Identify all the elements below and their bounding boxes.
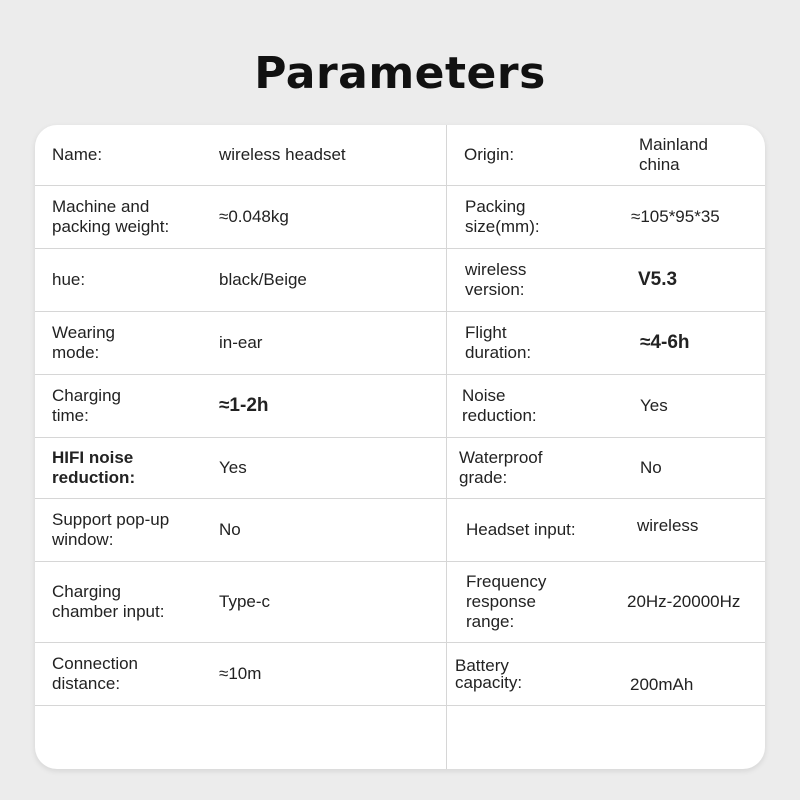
param-value-charging-chamber: Type-c <box>219 592 271 611</box>
param-label-hue: hue: <box>52 270 86 289</box>
param-value-origin: Mainland china <box>639 135 708 174</box>
param-value-packing-size: ≈105*95*35 <box>631 207 720 226</box>
param-value-battery-capacity: 200mAh <box>630 675 694 694</box>
param-value-headset-input: wireless <box>637 516 699 535</box>
param-label-weight: Machine and packing weight: <box>52 197 170 236</box>
param-label-origin: Origin: <box>464 145 515 164</box>
param-label-name: Name: <box>52 145 103 164</box>
table-row <box>35 186 765 249</box>
param-value-hifi-noise: Yes <box>219 458 247 477</box>
param-label-waterproof: Waterproof grade: <box>459 448 543 487</box>
parameters-table <box>35 125 765 769</box>
table-row <box>35 312 765 375</box>
param-value-popup-window: No <box>219 520 241 539</box>
table-row <box>35 375 765 438</box>
param-label-frequency: Frequency response range: <box>466 572 547 631</box>
table-row <box>35 562 765 643</box>
param-value-wireless-version: V5.3 <box>638 269 678 290</box>
param-value-flight-duration: ≈4-6h <box>640 332 690 353</box>
param-label-connection-distance: Connection distance: <box>52 654 139 693</box>
param-label-popup-window: Support pop-up window: <box>52 510 170 549</box>
table-row <box>35 643 765 706</box>
param-label-noise-reduction: Noise reduction: <box>462 386 537 425</box>
table-row <box>35 249 765 312</box>
param-label-packing-size: Packing size(mm): <box>465 197 540 236</box>
param-value-weight: ≈0.048kg <box>219 207 289 226</box>
param-value-charging-time: ≈1-2h <box>219 395 269 416</box>
table-row <box>35 125 765 186</box>
param-label-battery-capacity: Battery capacity: <box>455 656 523 692</box>
param-value-frequency: 20Hz-20000Hz <box>627 592 741 611</box>
param-value-hue: black/Beige <box>219 270 307 289</box>
param-label-wireless-version: wireless version: <box>465 260 527 299</box>
param-value-noise-reduction: Yes <box>640 396 668 415</box>
param-label-charging-chamber: Charging chamber input: <box>52 582 165 621</box>
param-label-hifi-noise: HIFI noise reduction: <box>52 448 136 487</box>
table-row <box>35 499 765 562</box>
param-label-flight-duration: Flight duration: <box>465 323 532 362</box>
table-row <box>35 438 765 499</box>
param-value-connection-distance: ≈10m <box>219 664 262 683</box>
param-value-wearing-mode: in-ear <box>219 333 263 352</box>
param-value-waterproof: No <box>640 458 662 477</box>
param-label-headset-input: Headset input: <box>466 520 576 539</box>
param-label-wearing-mode: Wearing mode: <box>52 323 115 362</box>
param-label-charging-time: Charging time: <box>52 386 121 425</box>
param-value-name: wireless headset <box>219 145 346 164</box>
page-title: Parameters <box>254 48 546 99</box>
